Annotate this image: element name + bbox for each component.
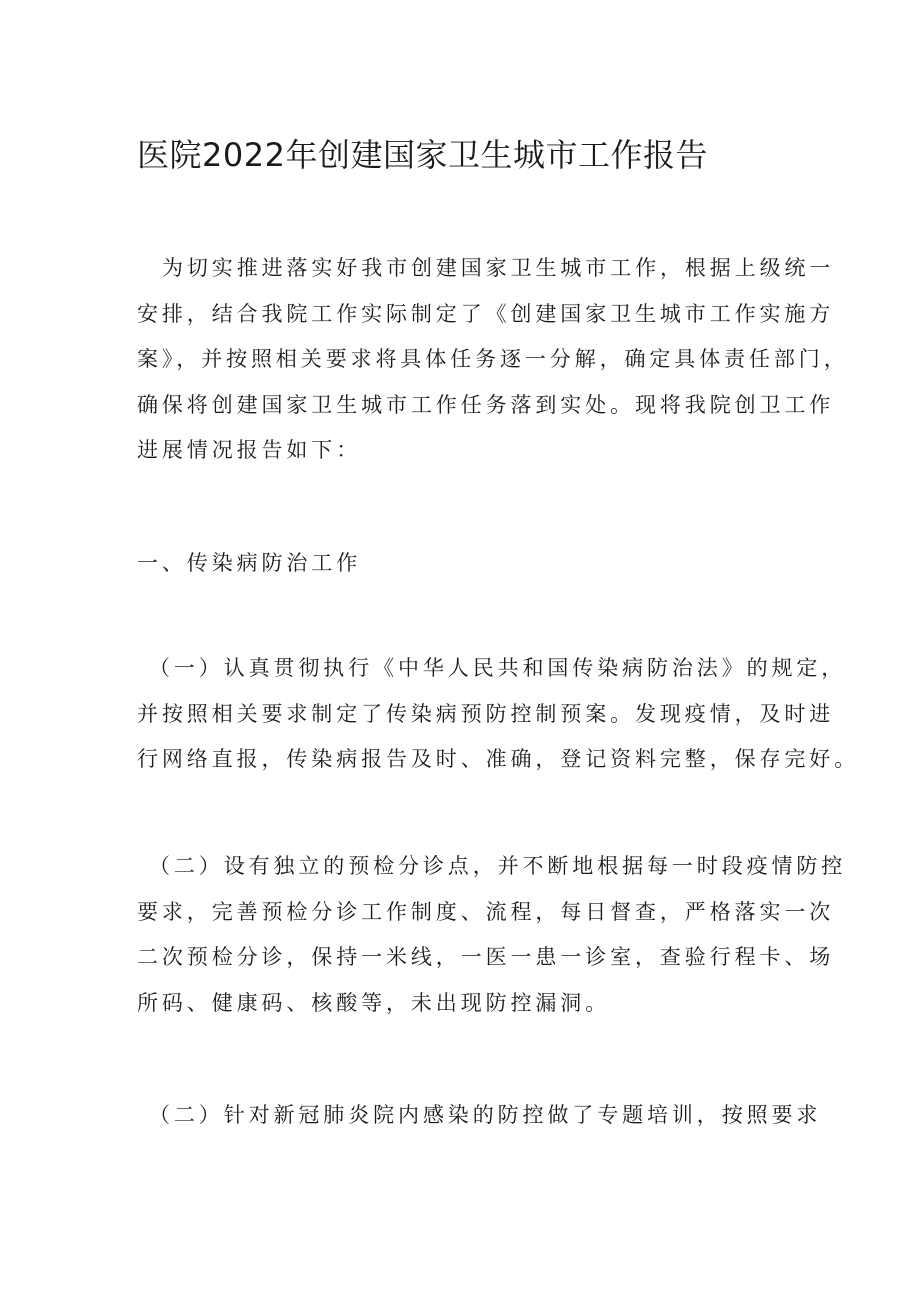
section-heading-text: 一、传染病防治工作 xyxy=(137,551,362,575)
intro-line: 进展情况报告如下： xyxy=(137,438,362,462)
intro-line: 为切实推进落实好我市创建国家卫生城市工作，根据上级统一 xyxy=(162,256,835,280)
item-paragraph-2 xyxy=(137,844,847,1026)
item-line: （二）设有独立的预检分诊点，并不断地根据每一时段疫情防控 xyxy=(149,854,847,878)
item-line: （二）针对新冠肺炎院内感染的防控做了专题培训，按照要求 xyxy=(149,1103,822,1127)
item-paragraph-1 xyxy=(137,646,860,783)
item-line: 并按照相关要求制定了传染病预防控制预案。发现疫情，及时进 xyxy=(137,701,835,726)
item-line: 二次预检分诊，保持一米线，一医一患一诊室，查验行程卡、场 xyxy=(137,945,835,969)
item-line: 行网络直报，传染病报告及时、准确，登记资料完整，保存完好。 xyxy=(137,747,860,771)
item-line: 所码、健康码、核酸等，未出现防控漏洞。 xyxy=(137,990,611,1015)
item-paragraph-3 xyxy=(137,1093,822,1139)
intro-line: 确保将创建国家卫生城市工作任务落到实处。现将我院创卫工作 xyxy=(137,392,835,417)
item-line: （一）认真贯彻执行《中华人民共和国传染病防治法》的规定， xyxy=(149,656,847,680)
section-heading xyxy=(137,541,801,587)
intro-line: 案》，并按照相关要求将具体任务逐一分解，确定具体责任部门， xyxy=(137,347,849,371)
item-line: 要求，完善预检分诊工作制度、流程，每日督查，严格落实一次 xyxy=(137,899,835,924)
document-title: 医院2022年创建国家卫生城市工作报告 xyxy=(137,136,708,174)
intro-paragraph xyxy=(137,246,849,474)
intro-line: 安排，结合我院工作实际制定了《创建国家卫生城市工作实施方 xyxy=(137,301,835,326)
